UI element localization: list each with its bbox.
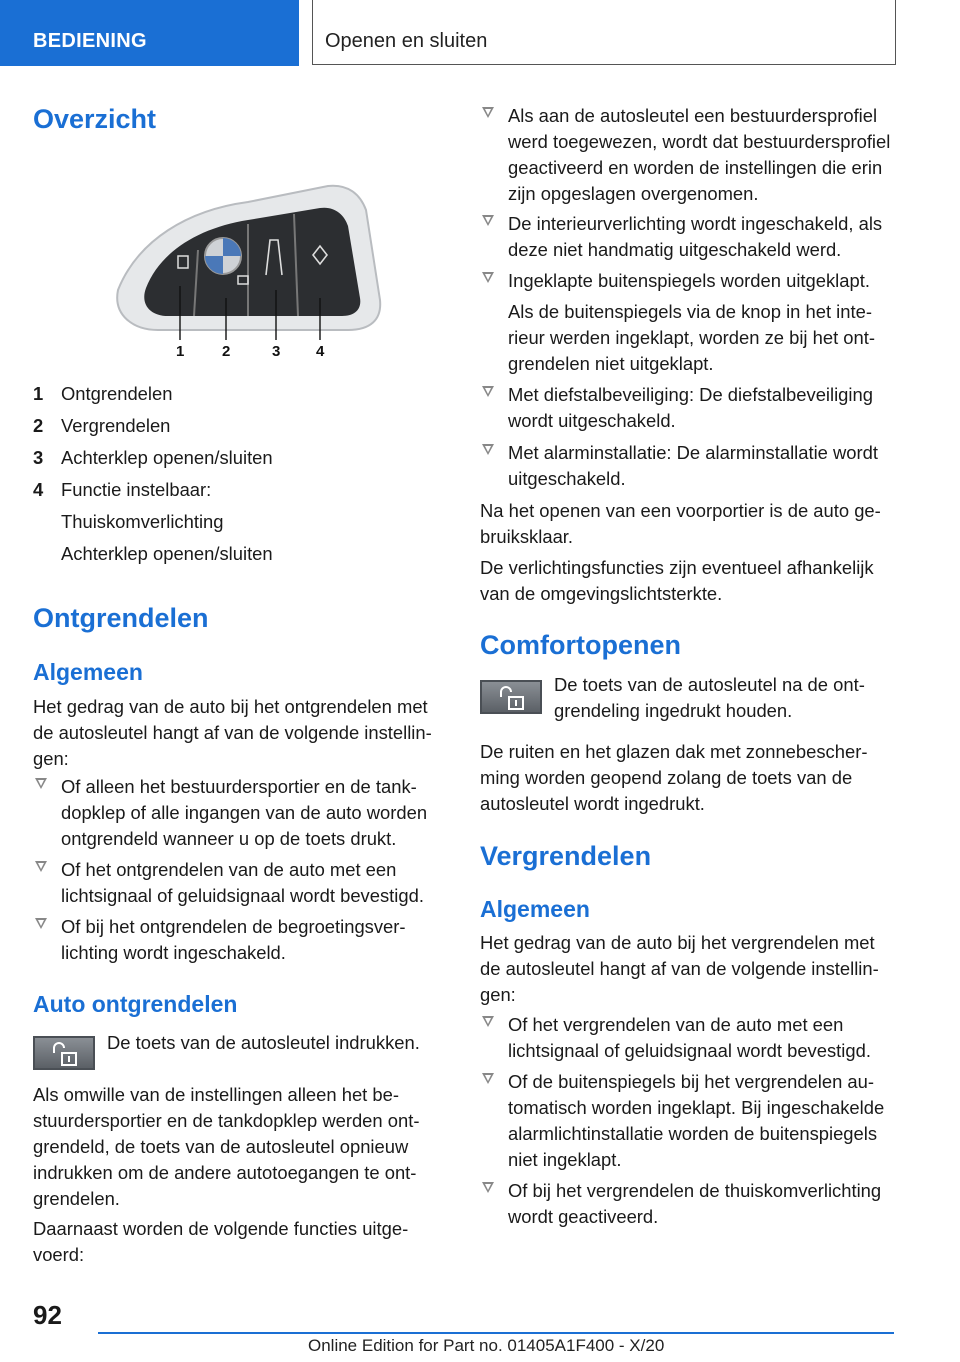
list-item: Met alarminstallatie: De alarminstallatie wordt uitgeschakeld. bbox=[480, 440, 894, 492]
unlock-button-icon bbox=[33, 1036, 95, 1070]
list-item: Met diefstalbeveiliging: De diefstalbeveiliging wordt uitgeschakeld. bbox=[480, 382, 894, 434]
lock-heading: Vergrendelen bbox=[480, 841, 652, 871]
list-item-note: Als de buitenspiegels via de knop in het interieur werden ingeklapt, worden ze bij het ontgrendelen niet uitgeklapt. bbox=[508, 301, 875, 374]
auto-unlock-heading: Auto ontgrendelen bbox=[33, 991, 238, 1017]
auto-unlock-instruction: De toets van de autosleutel indrukken. bbox=[107, 1032, 420, 1053]
paragraph: De verlichtingsfuncties zijn eventueel afhankelijk van de omgevingslichtsterkte. bbox=[480, 557, 874, 604]
list-item: Of bij het vergrendelen de thuiskomverlichting wordt geactiveerd. bbox=[480, 1178, 894, 1230]
legend-subitem: Thuiskomverlichting bbox=[61, 511, 224, 532]
list-item: Of alleen het bestuurdersportier en de tankdopklep of alle ingangen van de auto worden ontgrendeld wanneer u op de toets drukt. bbox=[33, 774, 447, 852]
bullet-triangle-icon bbox=[482, 1073, 494, 1084]
bullet-triangle-icon bbox=[482, 386, 494, 397]
general-heading: Algemeen bbox=[480, 896, 590, 922]
unlock-heading: Ontgrendelen bbox=[33, 603, 209, 633]
comfort-instruction: De toets van de autosleutel na de ontgrendeling ingedrukt houden. bbox=[554, 674, 865, 721]
list-item: Of het ontgrendelen van de auto met een lichtsignaal of geluidsignaal wordt bevestigd. bbox=[33, 857, 447, 909]
bullet-triangle-icon bbox=[482, 1182, 494, 1193]
bullet-triangle-icon bbox=[482, 444, 494, 455]
chapter-header bbox=[312, 0, 896, 65]
callout-3: 3 bbox=[272, 343, 281, 360]
footer-edition: Online Edition for Part no. 01405A1F400 - X/20 bbox=[308, 1336, 665, 1355]
callout-4: 4 bbox=[316, 343, 325, 360]
paragraph: Na het openen van een voorportier is de auto gebruiksklaar. bbox=[480, 500, 881, 547]
bullet-triangle-icon bbox=[482, 215, 494, 226]
callout-1: 1 bbox=[176, 343, 185, 360]
unlock-button-icon bbox=[480, 680, 542, 714]
list-item: Of de buitenspiegels bij het vergrendelen automatisch worden ingeklapt. Bij ingeschakelde alarmlichtinstallatie worden de buitenspiegels niet ingeklapt. bbox=[480, 1069, 894, 1173]
list-item: Of bij het ontgrendelen de begroetingsverlichting wordt ingeschakeld. bbox=[33, 914, 447, 966]
section-label: BEDIENING bbox=[33, 30, 147, 52]
key-fob-figure bbox=[98, 180, 388, 360]
bullet-triangle-icon bbox=[35, 861, 47, 872]
paragraph: Daarnaast worden de volgende functies uitgevoerd: bbox=[33, 1218, 409, 1265]
bullet-triangle-icon bbox=[482, 272, 494, 283]
paragraph: De ruiten en het glazen dak met zonnebescherming worden geopend zolang de toets van de autosleutel wordt ingedrukt. bbox=[480, 741, 868, 814]
overview-heading: Overzicht bbox=[33, 104, 157, 134]
page-number: 92 bbox=[33, 1300, 62, 1330]
list-item: Of het vergrendelen van de auto met een lichtsignaal of geluidsignaal wordt bevestigd. bbox=[480, 1012, 894, 1064]
general-paragraph: Het gedrag van de auto bij het vergrendelen met de autosleutel hangt af van de volgende instellingen: bbox=[480, 932, 879, 1005]
list-item: De interieurverlichting wordt ingeschakeld, als deze niet handmatig uitgeschakeld werd. bbox=[480, 211, 894, 263]
list-item: Ingeklapte buitenspiegels worden uitgeklapt. bbox=[480, 268, 894, 294]
bullet-triangle-icon bbox=[482, 107, 494, 118]
section-tab bbox=[0, 0, 299, 66]
chapter-label: Openen en sluiten bbox=[325, 30, 488, 52]
callout-2: 2 bbox=[222, 343, 231, 360]
general-paragraph: Het gedrag van de auto bij het ontgrendelen met de autosleutel hangt af van de volgende instellingen: bbox=[33, 696, 432, 769]
bullet-triangle-icon bbox=[482, 1016, 494, 1027]
footer-divider bbox=[98, 1332, 894, 1334]
list-item: Als aan de autosleutel een bestuurdersprofiel werd toegewezen, wordt dat bestuurdersprofiel geactiveerd en worden de instellingen die erin zijn opgeslagen overgenomen. bbox=[480, 103, 894, 207]
bullet-triangle-icon bbox=[35, 918, 47, 929]
bullet-triangle-icon bbox=[35, 778, 47, 789]
general-heading: Algemeen bbox=[33, 659, 143, 685]
legend-subitem: Achterklep openen/sluiten bbox=[61, 543, 273, 564]
comfort-heading: Comfortopenen bbox=[480, 630, 681, 660]
paragraph: Als omwille van de instellingen alleen het bestuurdersportier en de tankdopklep werden ontgrendeld, de toets van de autosleutel opnieuw indrukken om de andere autotoegangen te ontgrendelen. bbox=[33, 1084, 420, 1209]
